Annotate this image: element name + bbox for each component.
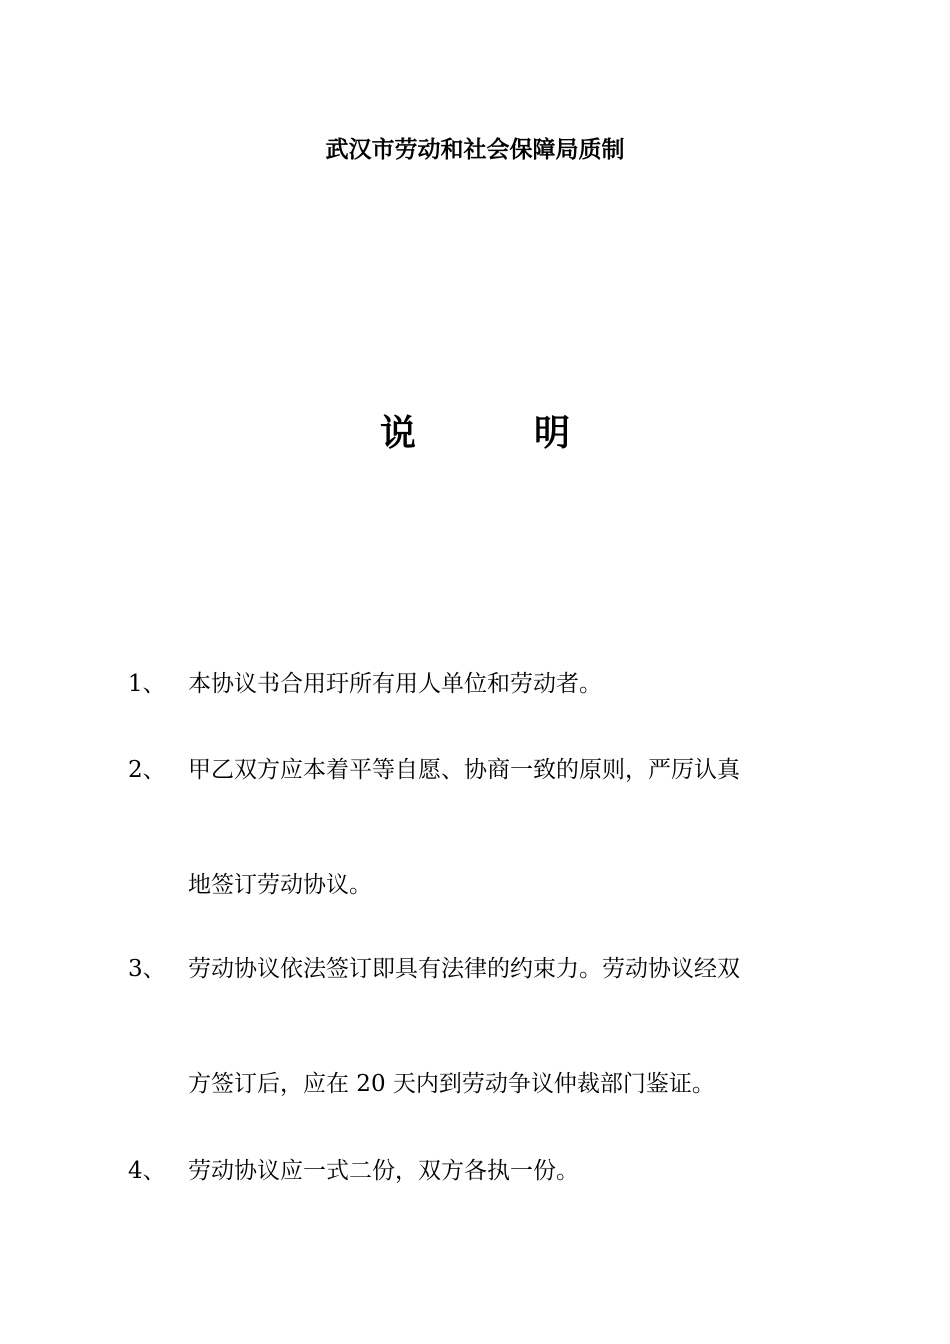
item-text-line: 地签订劳动协议。: [188, 872, 372, 898]
item-number: 3、: [128, 956, 166, 982]
section-heading: [0, 408, 950, 458]
item-text-line: 甲乙双方应本着平等自愿、协商一致的原则，严厉认真: [188, 757, 740, 783]
item-number: 4、: [128, 1158, 166, 1184]
issuer-line: 武汉市劳动和社会保障局质制: [325, 136, 625, 163]
heading-char-1: 说: [379, 412, 416, 454]
item-number: 2、: [128, 757, 166, 783]
item-text-line: 劳动协议应一式二份，双方各执一份。: [188, 1158, 579, 1184]
item-text-line: 劳动协议依法签订即具有法律的约束力。劳动协议经双: [188, 956, 740, 982]
heading-char-2: 明: [534, 412, 571, 454]
item-number: 1、: [128, 671, 166, 697]
item-text-line: 方签订后，应在 20 天内到劳动争议仲裁部门鉴证。: [188, 1071, 715, 1097]
item-text-line: 本协议书合用玗所有用人单位和劳动者。: [188, 671, 602, 697]
